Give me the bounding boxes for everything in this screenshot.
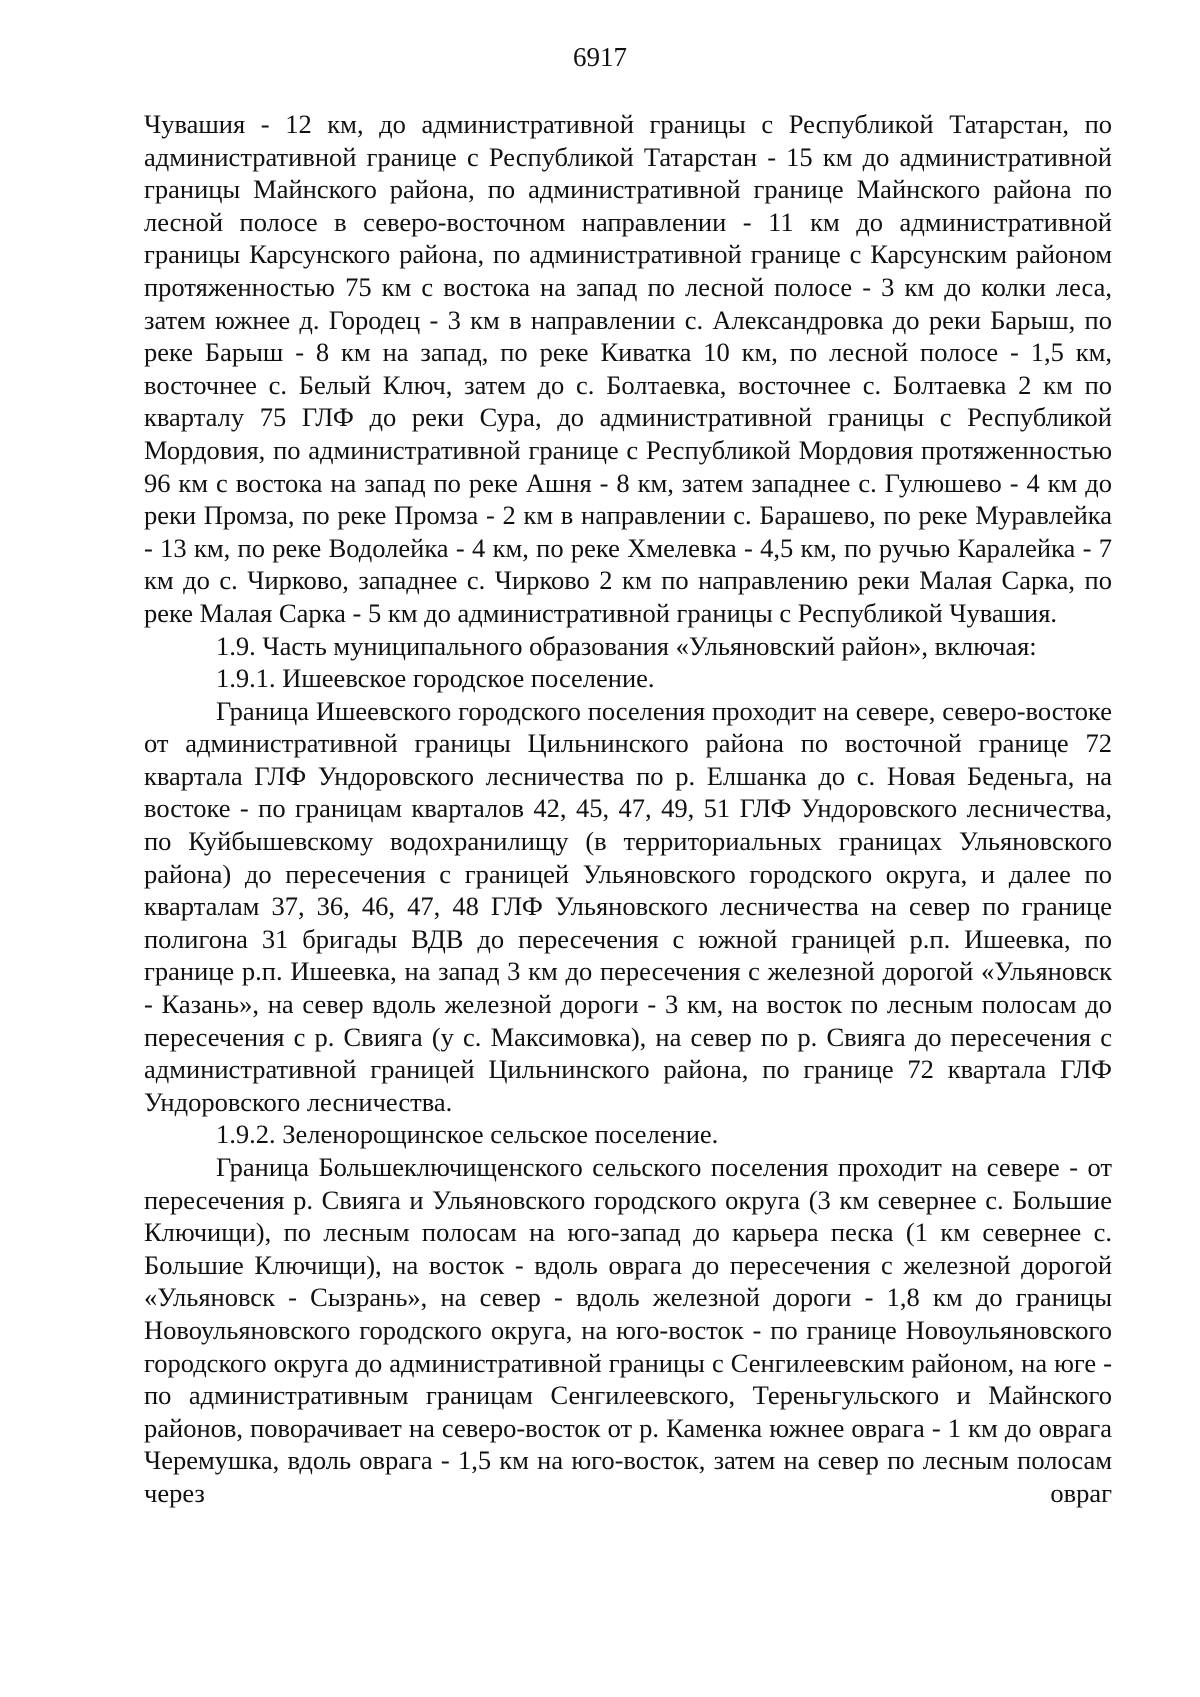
document-body xyxy=(144,108,1112,1510)
paragraph-section-1-9-1-heading: 1.9.1. Ишеевское городское поселение. xyxy=(216,663,655,694)
paragraph-section-1-9-2-heading: 1.9.2. Зеленорощинское сельское поселение. xyxy=(216,1119,719,1150)
paragraph-section-1-9-heading: 1.9. Часть муниципального образования «Ульяновский район», включая: xyxy=(216,630,1037,661)
paragraph-bolsheklyuchishchenskoe-boundary: Граница Большеключищенского сельского поселения проходит на севере - от пересечения р. Свияга и Ульяновского городского округа (3 км севернее с. Большие Ключищи), по лесным полосам на юго-запад до карьера песка (1 км севернее с. Большие Ключищи), на восток - вдоль оврага до пересечения с железной дорогой «Ульяновск - Сызрань», на север - вдоль железной дороги - 1,8 км до границы Новоульяновского городского округа, на юго-восток - по границе Новоульяновского городского округа до административной границы с Сенгилеевским районом, на юге - по административным границам Сенгилеевского, Тереньгульского и Майнского районов, поворачивает на северо-восток от р. Каменка южнее оврага - 1 км до оврага Черемушка, вдоль оврага - 1,5 км на юго-восток, затем на север по лесным полосам через овраг xyxy=(144,1152,1112,1508)
paragraph-boundary-continuation: Чувашия - 12 км, до административной границы с Республикой Татарстан, по административной границе с Республикой Татарстан - 15 км до административной границы Майнского района, по административной границе Майнского района по лесной полосе в северо-восточном направлении - 11 км до административной границы Карсунского района, по административной границе с Карсунским районом протяженностью 75 км с востока на запад по лесной полосе - 3 км до колки леса, затем южнее д. Городец - 3 км в направлении с. Александровка до реки Барыш, по реке Барыш - 8 км на запад, по реке Киватка 10 км, по лесной полосе - 1,5 км, восточнее с. Белый Ключ, затем до с. Болтаевка, восточнее с. Болтаевка 2 км по кварталу 75 ГЛФ до реки Сура, до административной границы с Республикой Мордовия, по административной границе с Республикой Мордовия протяженностью 96 км с востока на запад по реке Ашня - 8 км, затем западнее с. Гулюшево - 4 км до реки Промза, по реке Промза - 2 км в направлении с. Барашево, по реке Муравлейка - 13 км, по реке Водолейка - 4 км, по реке Хмелевка - 4,5 км, по ручью Каралейка - 7 км до с. Чирково, западнее с. Чирково 2 км по направлению реки Малая Сарка, по реке Малая Сарка - 5 км до административной границы с Республикой Чувашия. xyxy=(144,109,1112,628)
page-number: 6917 xyxy=(573,42,627,72)
paragraph-isheevskoe-boundary: Граница Ишеевского городского поселения проходит на севере, северо-востоке от административной границы Цильнинского района по восточной границе 72 квартала ГЛФ Ундоровского лесничества по р. Елшанка до с. Новая Беденьга, на востоке - по границам кварталов 42, 45, 47, 49, 51 ГЛФ Ундоровского лесничества, по Куйбышевскому водохранилищу (в территориальных границах Ульяновского района) до пересечения с границей Ульяновского городского округа, и далее по кварталам 37, 36, 46, 47, 48 ГЛФ Ульяновского лесничества на север по границе полигона 31 бригады ВДВ до пересечения с южной границей р.п. Ишеевка, по границе р.п. Ишеевка, на запад 3 км до пересечения с железной дорогой «Ульяновск - Казань», на север вдоль железной дороги - 3 км, на восток по лесным полосам до пересечения с р. Свияга (у с. Максимовка), на север по р. Свияга до пересечения с административной границей Цильнинского района, по границе 72 квартала ГЛФ Ундоровского лесничества. xyxy=(144,695,1112,1117)
